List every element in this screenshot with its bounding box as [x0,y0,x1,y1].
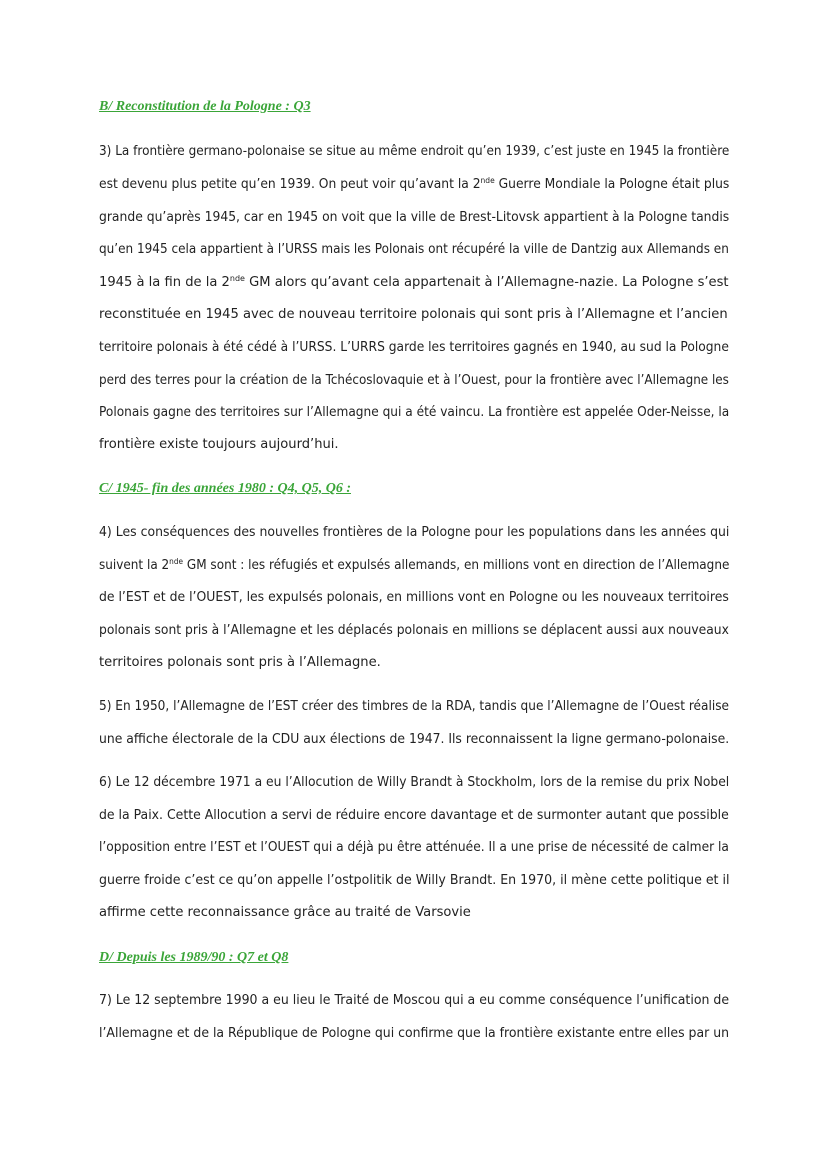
answer-3-line [99,276,729,289]
text-run: est devenu plus petite qu’en 1939. On peut voir qu’avant la 2 [99,177,481,192]
text-run: GM sont : les réfugiés et expulsés allemands, en millions vont en direction de l’Allemagne [183,558,730,573]
answer-7-line: 7) Le 12 septembre 1990 a eu lieu le Traité de Moscou qui a eu comme conséquence l’unification de [99,993,730,1008]
answer-4-line: territoires polonais sont pris à l’Allemagne. [99,655,381,670]
answer-3-line: grande qu’après 1945, car en 1945 on voit que la ville de Brest-Litovsk appartient à la Pologne tandis [99,210,730,225]
answer-3-line [99,178,729,191]
answer-3-line: 3) La frontière germano-polonaise se situe au même endroit qu’en 1939, c’est juste en 1945 la frontière [99,144,730,159]
text-run: 1945 à la fin de la 2 [99,275,230,290]
answer-3-line: qu’en 1945 cela appartient à l’URSS mais les Polonais ont récupéré la ville de Dantzig aux Allemands en [99,242,729,257]
superscript: nde [229,274,245,283]
answer-4-line [99,559,729,572]
answer-4-line: de l’EST et de l’OUEST, les expulsés polonais, en millions vont en Pologne ou les nouveaux territoires [99,590,729,605]
answer-5-line: 5) En 1950, l’Allemagne de l’EST créer des timbres de la RDA, tandis que l’Allemagne de l’Ouest réalise [99,699,729,714]
section-b-heading: B/ Reconstitution de la Pologne : Q3 [99,99,311,114]
answer-6-line: affirme cette reconnaissance grâce au traité de Varsovie [99,905,471,920]
answer-3-line: Polonais gagne des territoires sur l’Allemagne qui a été vaincu. La frontière est appelée Oder-Neisse, la [99,405,730,420]
answer-4-line: polonais sont pris à l’Allemagne et les déplacés polonais en millions se déplacent aussi aux nouveaux [99,623,729,638]
answer-6-line: l’opposition entre l’EST et l’OUEST qui a déjà pu être atténuée. Il a une prise de nécessité de calmer la [99,840,729,855]
answer-4-line: 4) Les conséquences des nouvelles frontières de la Pologne pour les populations dans les années qui [99,525,730,540]
answer-5-line: une affiche électorale de la CDU aux élections de 1947. Ils reconnaissent la ligne germano-polonaise. [99,732,730,747]
section-d-heading: D/ Depuis les 1989/90 : Q7 et Q8 [99,950,289,965]
answer-3-line: reconstituée en 1945 avec de nouveau territoire polonais qui sont pris à l’Allemagne et l’ancien [99,307,728,322]
answer-6-line: 6) Le 12 décembre 1971 a eu l’Allocution de Willy Brandt à Stockholm, lors de la remise du prix Nobel [99,775,730,790]
text-run: GM alors qu’avant cela appartenait à l’Allemagne-nazie. La Pologne s’est [244,275,729,290]
superscript: nde [169,557,184,566]
answer-6-line: guerre froide c’est ce qu’on appelle l’ostpolitik de Willy Brandt. En 1970, il mène cette politique et il [99,873,730,888]
answer-3-line: frontière existe toujours aujourd’hui. [99,437,339,452]
text-run: suivent la 2 [99,558,170,573]
answer-3-line: territoire polonais à été cédé à l’URSS. L’URRS garde les territoires gagnés en 1940, au sud la Pologne [99,340,729,355]
text-run: Guerre Mondiale la Pologne était plus [494,177,730,192]
answer-3-line: perd des terres pour la création de la Tchécoslovaquie et à l’Ouest, pour la frontière avec l’Allemagne les [99,373,729,388]
superscript: nde [480,176,495,185]
answer-7-line: l’Allemagne et de la République de Pologne qui confirme que la frontière existante entre elles par un [99,1026,730,1041]
section-c-heading: C/ 1945- fin des années 1980 : Q4, Q5, Q6 : [99,481,351,496]
answer-6-line: de la Paix. Cette Allocution a servi de réduire encore davantage et de surmonter autant que possible [99,808,729,823]
